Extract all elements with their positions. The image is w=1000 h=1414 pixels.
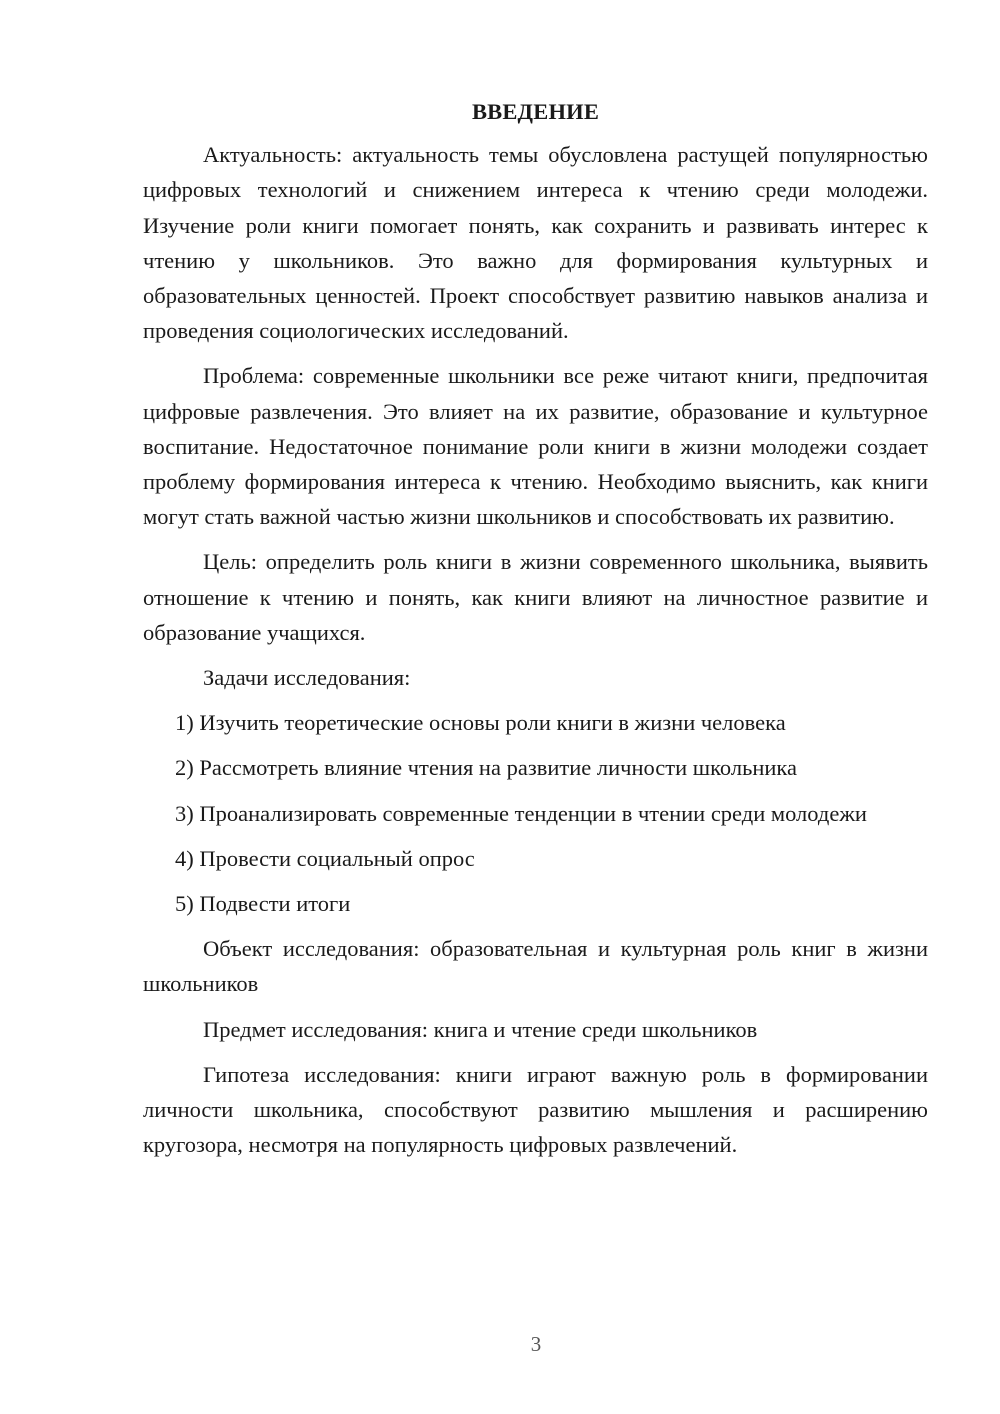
task-item-5: 5) Подвести итоги <box>175 891 351 917</box>
task-item-1: 1) Изучить теоретические основы роли книги в жизни человека <box>175 710 786 736</box>
relevance-paragraph: Актуальность: актуальность темы обусловлена растущей популярностью цифровых технологий и снижением интереса к чтению среди молодежи. Изучение роли книги помогает понять, как сохранить и развивать интерес к чтению у школьников. Это важно для формирования культурных и образовательных ценностей. Проект способствует развитию навыков анализа и проведения социологических исследований. <box>143 142 928 344</box>
subject-paragraph: Предмет исследования: книга и чтение среди школьников <box>203 1016 758 1042</box>
page-number: 3 <box>530 1332 542 1356</box>
task-item-2: 2) Рассмотреть влияние чтения на развитие личности школьника <box>175 755 797 781</box>
object-paragraph: Объект исследования: образовательная и культурная роль книг в жизни школьников <box>143 936 928 997</box>
section-title: ВВЕДЕНИЕ <box>471 99 600 124</box>
problem-paragraph: Проблема: современные школьники все реже читают книги, предпочитая цифровые развлечения. Это влияет на их развитие, образование и культурное воспитание. Недостаточное понимание роли книги в жизни молодежи создает проблему формирования интереса к чтению. Необходимо выяснить, как книги могут стать важной частью жизни школьников и способствовать их развитию. <box>143 363 928 530</box>
task-item-3: 3) Проанализировать современные тенденции в чтении среди молодежи <box>175 800 867 826</box>
task-item-4: 4) Провести социальный опрос <box>175 845 475 871</box>
tasks-heading: Задачи исследования: <box>203 665 411 691</box>
hypothesis-paragraph: Гипотеза исследования: книги играют важную роль в формировании личности школьника, способствуют развитию мышления и расширению кругозора, несмотря на популярность цифровых развлечений. <box>143 1061 928 1158</box>
document-page <box>143 94 928 1172</box>
goal-paragraph: Цель: определить роль книги в жизни современного школьника, выявить отношение к чтению и понять, как книги влияют на личностное развитие и образование учащихся. <box>143 549 928 645</box>
